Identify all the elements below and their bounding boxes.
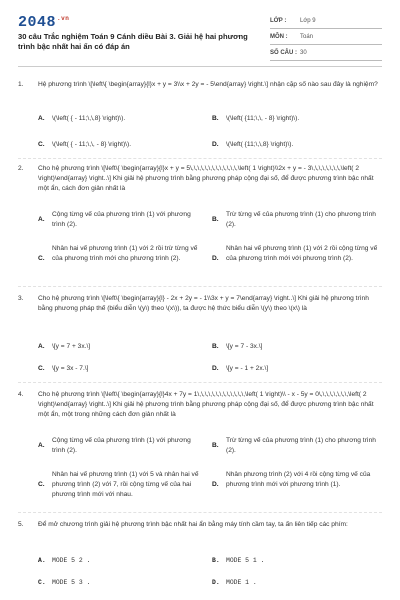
meta-value: 30 <box>300 50 307 56</box>
option-4b[interactable] <box>212 436 382 458</box>
question-text: Cho hệ phương trình \[\left\{ \begin{array}{l} - 2x + 2y = - 1\\3x + y = 7\end{array} \right..\] Khi giải hệ phương trình bằng phương pháp thế (biểu diễn \(y\) theo \(x\)), ta được hệ thức biểu diễn \(y\) theo \(x\) là <box>38 295 369 312</box>
option-text: MODE 5 1 . <box>226 557 265 564</box>
option-2a[interactable] <box>38 210 202 232</box>
option-letter: D. <box>212 141 219 148</box>
option-text: Cộng từng vế của phương trình (1) với phương trình (2). <box>52 437 191 454</box>
option-text: \(\left( { - 11;\,\, - 8} \right)\). <box>52 141 132 148</box>
option-text: Cộng từng vế của phương trình (1) với phương trình (2). <box>52 211 191 228</box>
option-letter: D. <box>212 255 219 262</box>
logo-suffix: .vn <box>57 15 70 22</box>
option-2b[interactable] <box>212 210 382 232</box>
option-letter: C. <box>38 365 45 372</box>
option-letter: A. <box>38 216 45 223</box>
option-text: MODE 5 2 . <box>52 557 91 564</box>
logo-text: 2048 <box>18 14 57 31</box>
option-text: \(\left( {11;\,\,8} \right)\). <box>226 141 294 148</box>
option-text: Trừ từng vế của phương trình (1) cho phương trình (2). <box>226 211 376 228</box>
option-text: Nhân hai vế phương trình (1) với 2 rồi trừ từng vế của phương trình mới cho phương trình (2). <box>52 245 198 262</box>
question-text: Hệ phương trình \[\left\{ \begin{array}{l}x + y = 3\\x + 2y = - 5\end{array} \right.\] nhận cặp số nào sau đây là nghiệm? <box>38 81 378 88</box>
option-text: Trừ từng vế của phương trình (1) cho phương trình (2). <box>226 437 376 454</box>
question-separator <box>18 512 382 513</box>
question-text: Cho hệ phương trình \[\left\{ \begin{array}{l}x + y = 5\,\,\,\,\,\,\,\,\,\,\,\,\,\left( 1 \right)\\2x + y = - 3\,\,\,\,\,\,\,\,\left( 2 \right)\end{array} \right..\] Khi giải hệ phương trình bằng phương pháp cộng đại số, để được phương trình bậc nhất một ẩn, cách đơn giản nhất là <box>38 165 374 192</box>
option-letter: D. <box>212 481 219 488</box>
option-text: \[y = 7 - 3x.\] <box>226 343 263 350</box>
option-text: MODE 5 3 . <box>52 579 91 586</box>
question-4 <box>18 390 382 424</box>
option-letter: C. <box>38 255 45 262</box>
option-letter: A. <box>38 442 45 449</box>
question-number: 4. <box>18 391 24 398</box>
question-1 <box>18 80 382 102</box>
document-header <box>18 12 382 58</box>
meta-label: LỚP : <box>270 18 287 24</box>
option-letter: B. <box>212 557 220 564</box>
question-separator <box>18 286 382 287</box>
option-text: \[y = - 1 + 2x.\] <box>226 365 269 372</box>
option-2c[interactable] <box>38 244 202 276</box>
question-text: Để mở chương trình giải hệ phương trình bậc nhất hai ẩn bằng máy tính cầm tay, ta ấn liên tiếp các phím: <box>38 521 348 528</box>
option-text: \(\left( {11;\,\, - 8} \right)\). <box>226 115 300 122</box>
option-letter: B. <box>212 216 219 223</box>
option-text: \[y = 7 + 3x.\] <box>52 343 91 350</box>
question-3 <box>18 294 382 328</box>
question-separator <box>18 158 382 159</box>
question-number: 2. <box>18 165 24 172</box>
meta-value: Toán <box>300 34 314 40</box>
option-letter: B. <box>212 442 219 449</box>
option-text: \[y = 3x - 7.\] <box>52 365 89 372</box>
meta-row-subject <box>270 30 382 45</box>
option-letter: A. <box>38 557 46 564</box>
option-letter: D. <box>212 365 219 372</box>
question-separator <box>18 382 382 383</box>
option-text: \(\left( { - 11;\,\,8} \right)\). <box>52 115 126 122</box>
question-text: Cho hệ phương trình \[\left\{ \begin{array}{l}4x + 7y = 1\,\,\,\,\,\,\,\,\,\,\,\,\,\left( 1 \right)\\ - x - 5y = 0\,\,\,\,\,\,\,\,\left( 2 \right)\end{array} \right..\] Khi giải hệ phương trình bằng phương pháp cộng đại số, để được phương trình bậc nhất một ẩn, một trong những cách đơn giản nhất là <box>38 391 374 418</box>
question-2 <box>18 164 382 198</box>
option-letter: A. <box>38 343 45 350</box>
meta-row-grade <box>270 14 382 29</box>
question-number: 5. <box>18 521 24 528</box>
page-title: 30 câu Trắc nghiệm Toán 9 Cánh diều Bài 3. Giải hệ hai phương trình bậc nhất hai ẩn có đáp án <box>18 32 248 51</box>
option-letter: C. <box>38 579 46 586</box>
question-number: 1. <box>18 81 24 88</box>
option-letter: C. <box>38 141 45 148</box>
option-text: MODE 1 . <box>226 579 257 586</box>
option-letter: A. <box>38 115 45 122</box>
option-2d[interactable] <box>212 244 382 276</box>
meta-label: MÔN : <box>270 34 288 40</box>
option-letter: B. <box>212 115 219 122</box>
option-4c[interactable] <box>38 470 202 502</box>
site-logo[interactable] <box>18 14 69 31</box>
meta-label: SỐ CÂU : <box>270 50 297 56</box>
option-4d[interactable] <box>212 470 382 502</box>
meta-row-count <box>270 46 382 61</box>
option-text: Nhân hai vế phương trình (1) với 5 và nhân hai vế phương trình (2) với 7, rồi cộng từng vế của hai phương trình mới với nhau. <box>52 471 199 498</box>
option-text: Nhân hai vế phương trình (1) với 2 rồi cộng từng vế của phương trình mới với phương trình (2). <box>226 245 378 262</box>
option-letter: D. <box>212 579 220 586</box>
meta-value: Lớp 9 <box>300 18 316 24</box>
option-letter: C. <box>38 481 45 488</box>
header-divider <box>18 66 382 67</box>
meta-info <box>270 14 382 62</box>
option-letter: B. <box>212 343 219 350</box>
option-4a[interactable] <box>38 436 202 458</box>
option-text: Nhân phương trình (2) với 4 rồi cộng từng vế của phương trình mới với phương trình (1). <box>226 471 371 488</box>
question-number: 3. <box>18 295 24 302</box>
question-5 <box>18 520 382 542</box>
